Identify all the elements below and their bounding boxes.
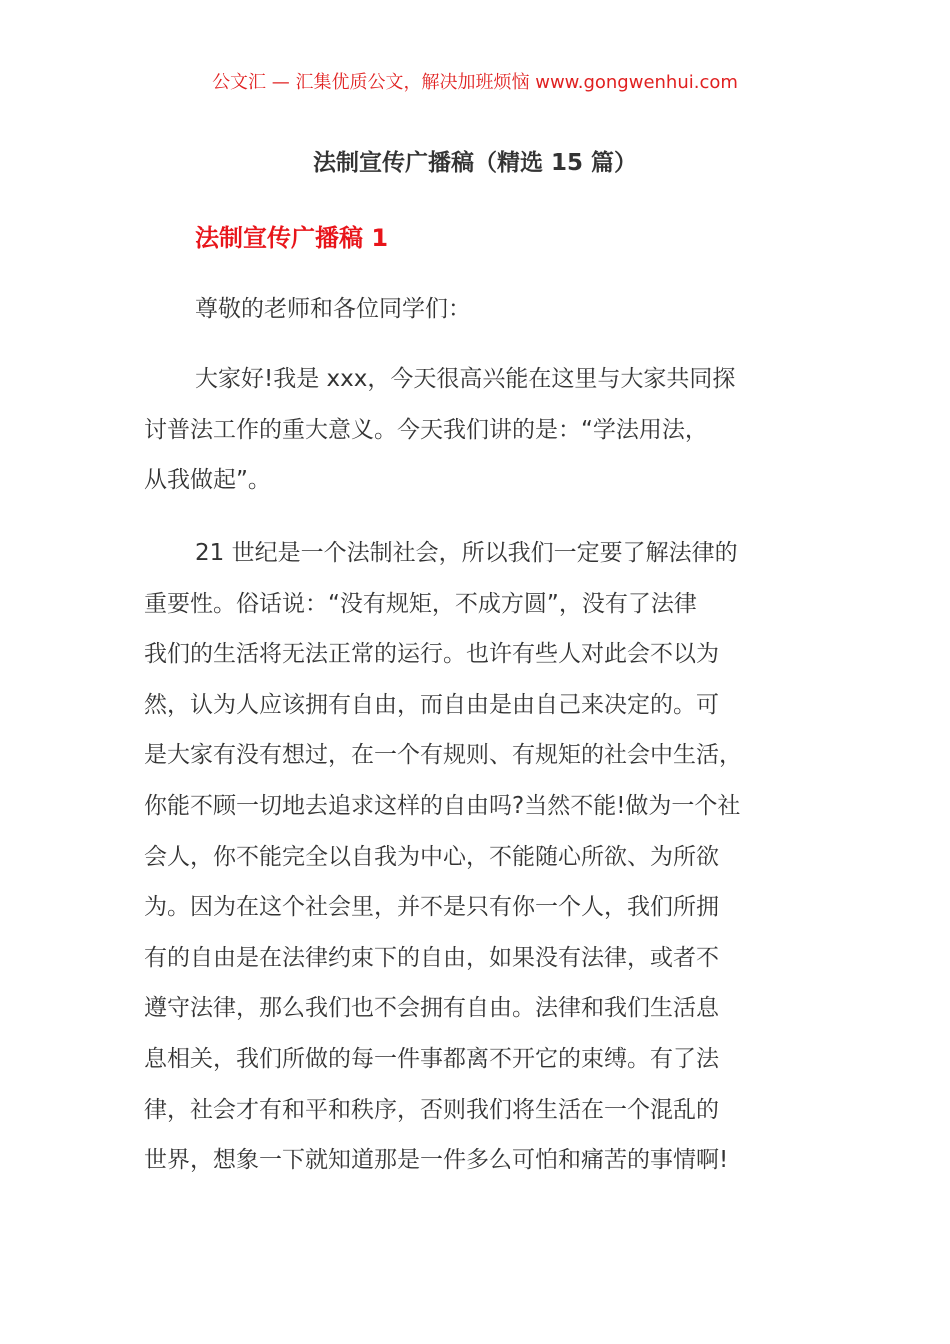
text-line: 世界，想象一下就知道那是一件多么可怕和痛苦的事情啊! <box>144 1147 729 1174</box>
text-line: 讨普法工作的重大意义。今天我们讲的是：“学法用法， <box>144 416 708 443</box>
text-line: 我们的生活将无法正常的运行。也许有些人对此会不以为 <box>144 641 719 668</box>
paragraph-body <box>144 528 742 1186</box>
text-line: 是大家有没有想过，在一个有规则、有规矩的社会中生活， <box>144 742 742 769</box>
section-heading: 法制宣传广播稿 1 <box>195 224 389 252</box>
text-line: 从我做起”。 <box>144 467 271 494</box>
text-line: 重要性。俗话说：“没有规矩，不成方圆”，没有了法律 <box>144 590 697 617</box>
text-line: 然，认为人应该拥有自由，而自由是由自己来决定的。可 <box>144 691 719 718</box>
document-title: 法制宣传广播稿（精选 15 篇） <box>312 150 638 176</box>
text-line: 律，社会才有和平和秩序，否则我们将生活在一个混乱的 <box>144 1096 719 1123</box>
site-header-banner: 公文汇 — 汇集优质公文，解决加班烦恼 www.gongwenhui.com <box>212 72 738 93</box>
text-line: 21 世纪是一个法制社会，所以我们一定要了解法律的 <box>195 540 738 566</box>
text-line: 息相关，我们所做的每一件事都离不开它的束缚。有了法 <box>144 1045 719 1072</box>
text-line: 会人，你不能完全以自我为中心，不能随心所欲、为所欲 <box>144 843 719 870</box>
text-line: 有的自由是在法律约束下的自由，如果没有法律，或者不 <box>144 944 719 971</box>
greeting-line: 尊敬的老师和各位同学们： <box>195 296 471 322</box>
text-line: 你能不顾一切地去追求这样的自由吗?当然不能!做为一个社 <box>144 792 741 819</box>
text-line: 大家好!我是 xxx，今天很高兴能在这里与大家共同探 <box>195 366 736 392</box>
paragraph-intro <box>144 354 735 506</box>
text-line: 遵守法律，那么我们也不会拥有自由。法律和我们生活息 <box>144 995 719 1022</box>
text-line: 为。因为在这个社会里，并不是只有你一个人，我们所拥 <box>144 894 719 921</box>
